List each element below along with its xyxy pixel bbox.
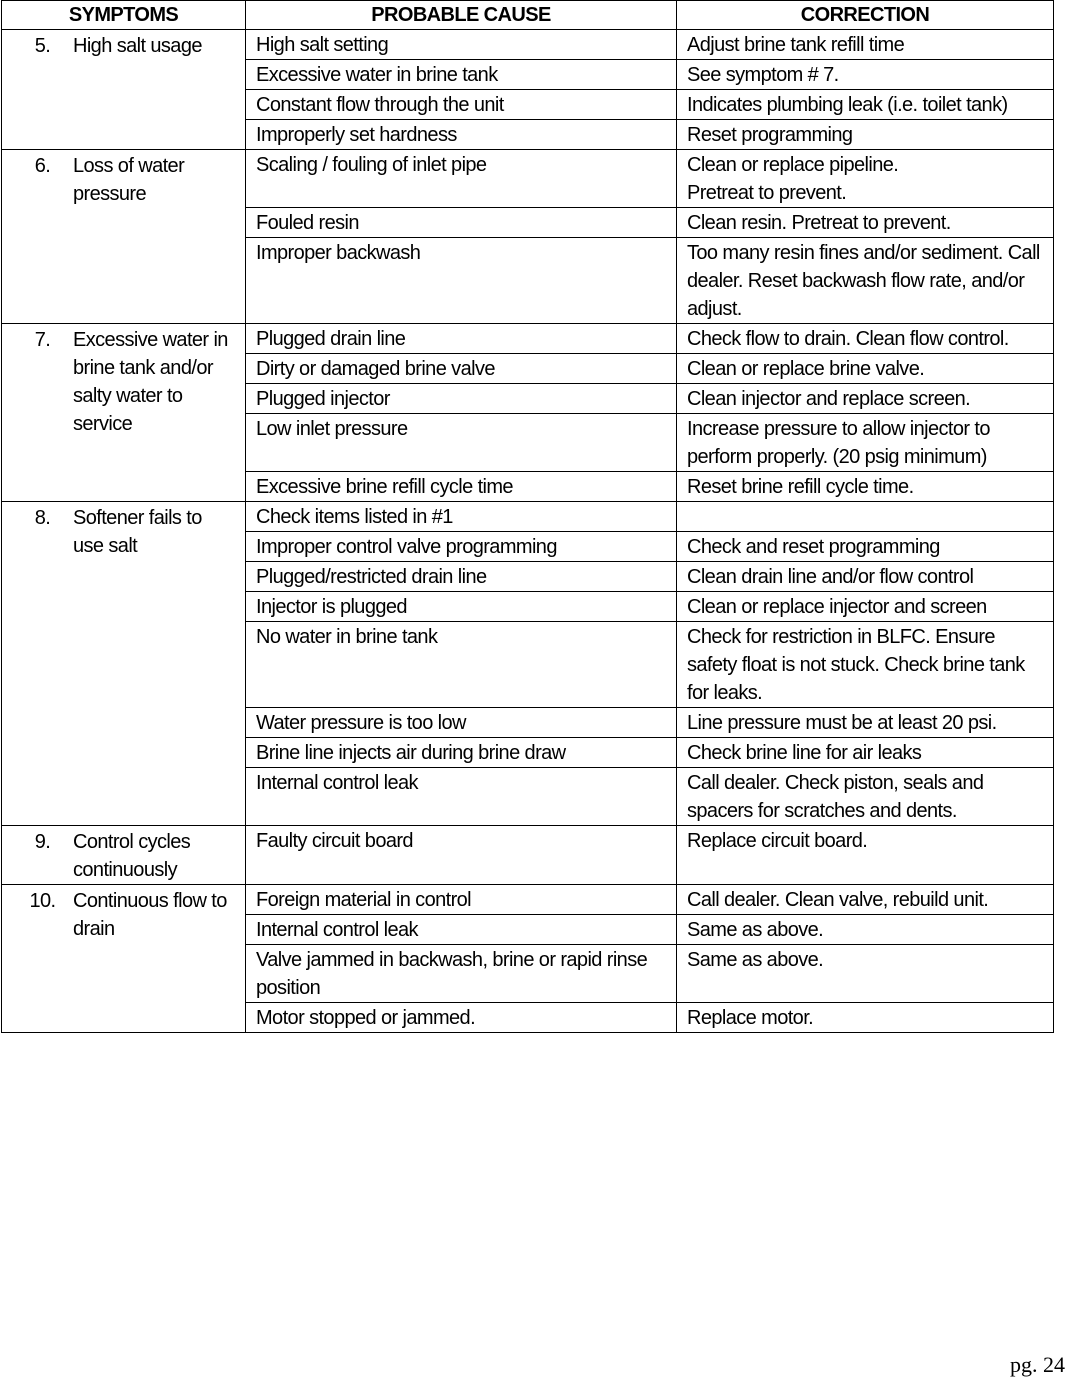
symptom-cell [2, 885, 246, 1033]
header-correction: CORRECTION [677, 1, 1054, 30]
symptom-number: 8. [34, 507, 51, 529]
table-row [2, 30, 1054, 60]
probable-cause-cell: Faulty circuit board [246, 826, 677, 885]
correction-cell: Same as above. [677, 945, 1054, 1003]
correction-cell: Reset programming [677, 120, 1054, 150]
probable-cause-cell: Valve jammed in backwash, brine or rapid rinse position [246, 945, 677, 1003]
probable-cause-cell: Improperly set hardness [246, 120, 677, 150]
probable-cause-cell: Scaling / fouling of inlet pipe [246, 150, 677, 208]
correction-cell: See symptom # 7. [677, 60, 1054, 90]
page-number: pg. 24 [1010, 1352, 1065, 1377]
table-row [2, 885, 1054, 915]
probable-cause-cell: Low inlet pressure [246, 414, 677, 472]
probable-cause-cell: Brine line injects air during brine draw [246, 738, 677, 768]
correction-cell: Reset brine refill cycle time. [677, 472, 1054, 502]
correction-cell: Replace motor. [677, 1003, 1054, 1033]
probable-cause-cell: Injector is plugged [246, 592, 677, 622]
table-header-row [2, 1, 1054, 30]
probable-cause-cell: Improper control valve programming [246, 532, 677, 562]
symptom-cell [2, 324, 246, 502]
probable-cause-cell: Foreign material in control [246, 885, 677, 915]
correction-cell: Indicates plumbing leak (i.e. toilet tank) [677, 90, 1054, 120]
probable-cause-cell: High salt setting [246, 30, 677, 60]
probable-cause-cell: Plugged/restricted drain line [246, 562, 677, 592]
probable-cause-cell: Plugged injector [246, 384, 677, 414]
correction-cell: Check brine line for air leaks [677, 738, 1054, 768]
correction-cell: Clean injector and replace screen. [677, 384, 1054, 414]
symptom-text: Excessive water in brine tank and/or salty water to service [73, 329, 228, 435]
probable-cause-cell: Constant flow through the unit [246, 90, 677, 120]
symptom-wrap [12, 31, 239, 60]
correction-cell: Clean or replace brine valve. [677, 354, 1054, 384]
probable-cause-cell: Water pressure is too low [246, 708, 677, 738]
symptom-cell [2, 30, 246, 150]
correction-cell: Clean or replace injector and screen [677, 592, 1054, 622]
symptom-text: Control cycles continuously [73, 831, 191, 881]
probable-cause-cell: Fouled resin [246, 208, 677, 238]
probable-cause-cell: Motor stopped or jammed. [246, 1003, 677, 1033]
probable-cause-cell: Check items listed in #1 [246, 502, 677, 532]
symptom-cell [2, 502, 246, 826]
troubleshooting-table [1, 0, 1054, 1033]
symptom-number: 7. [34, 329, 51, 351]
correction-cell: Replace circuit board. [677, 826, 1054, 885]
symptom-wrap [12, 151, 239, 208]
correction-cell: Increase pressure to allow injector to perform properly. (20 psig minimum) [677, 414, 1054, 472]
symptom-text: High salt usage [73, 35, 202, 57]
correction-cell: Line pressure must be at least 20 psi. [677, 708, 1054, 738]
probable-cause-cell: Dirty or damaged brine valve [246, 354, 677, 384]
correction-cell: Call dealer. Clean valve, rebuild unit. [677, 885, 1054, 915]
table-row [2, 826, 1054, 885]
table-body [2, 30, 1054, 1033]
table-row [2, 150, 1054, 208]
correction-cell: Check for restriction in BLFC. Ensure safety float is not stuck. Check brine tank for leaks. [677, 622, 1054, 708]
header-probable-cause: PROBABLE CAUSE [246, 1, 677, 30]
symptom-cell [2, 826, 246, 885]
probable-cause-cell: Internal control leak [246, 768, 677, 826]
table-row [2, 502, 1054, 532]
correction-cell: Check flow to drain. Clean flow control. [677, 324, 1054, 354]
symptom-wrap [12, 827, 239, 884]
symptom-wrap [12, 503, 239, 560]
probable-cause-cell: Plugged drain line [246, 324, 677, 354]
correction-cell: Clean drain line and/or flow control [677, 562, 1054, 592]
correction-cell: Call dealer. Check piston, seals and spacers for scratches and dents. [677, 768, 1054, 826]
symptom-wrap [12, 325, 239, 438]
correction-cell: Adjust brine tank refill time [677, 30, 1054, 60]
symptom-wrap [12, 886, 239, 943]
correction-cell: Too many resin fines and/or sediment. Call dealer. Reset backwash flow rate, and/or adjust. [677, 238, 1054, 324]
header-symptoms: SYMPTOMS [2, 1, 246, 30]
table-row [2, 324, 1054, 354]
symptom-number: 10. [29, 890, 56, 912]
correction-cell: Clean or replace pipeline. Pretreat to prevent. [677, 150, 1054, 208]
symptom-number: 6. [34, 155, 51, 177]
probable-cause-cell: Improper backwash [246, 238, 677, 324]
correction-cell: Check and reset programming [677, 532, 1054, 562]
probable-cause-cell: Internal control leak [246, 915, 677, 945]
correction-cell: Same as above. [677, 915, 1054, 945]
probable-cause-cell: Excessive brine refill cycle time [246, 472, 677, 502]
correction-cell [677, 502, 1054, 532]
probable-cause-cell: Excessive water in brine tank [246, 60, 677, 90]
symptom-text: Loss of water pressure [73, 155, 185, 205]
symptom-text: Softener fails to use salt [73, 507, 202, 557]
symptom-number: 9. [34, 831, 51, 853]
symptom-text: Continuous flow to drain [73, 890, 227, 940]
symptom-number: 5. [34, 35, 51, 57]
symptom-cell [2, 150, 246, 324]
probable-cause-cell: No water in brine tank [246, 622, 677, 708]
correction-cell: Clean resin. Pretreat to prevent. [677, 208, 1054, 238]
